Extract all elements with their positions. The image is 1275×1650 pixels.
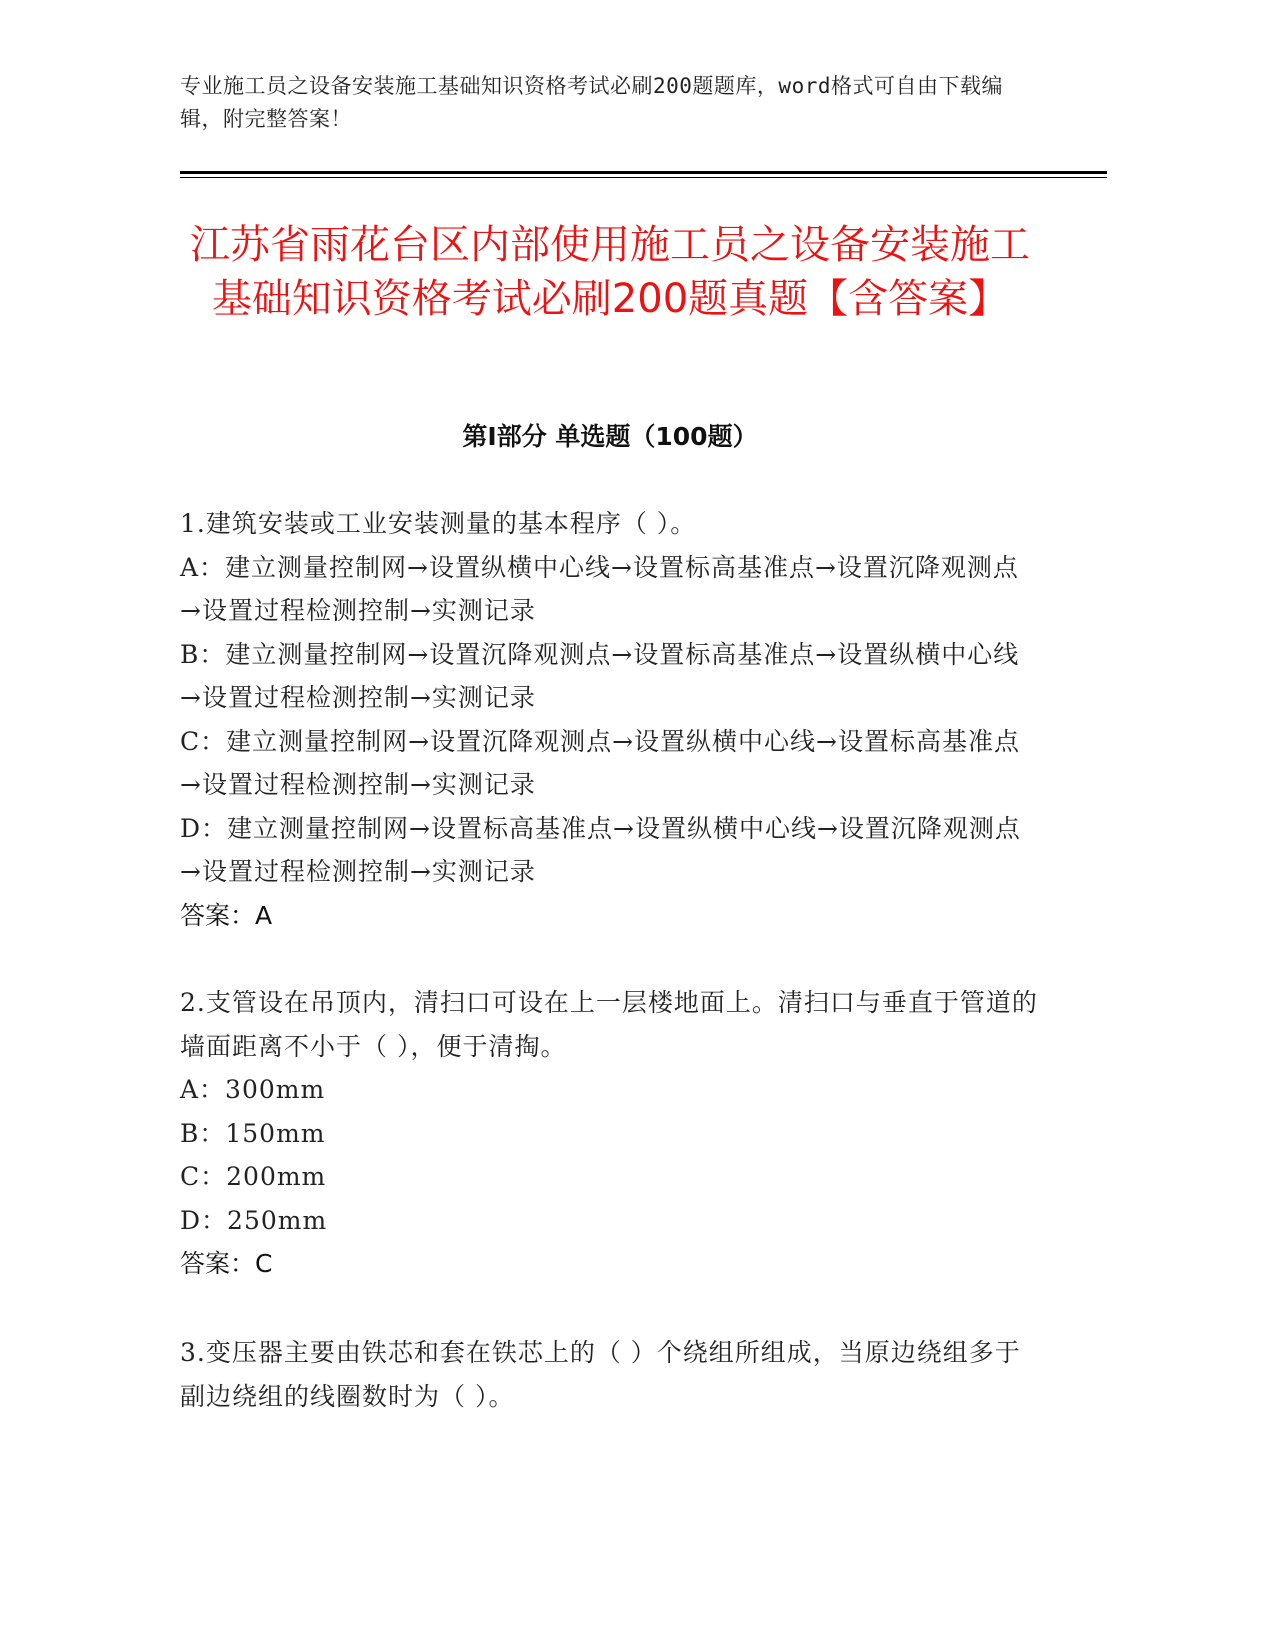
- option-d: D：建立测量控制网→设置标高基准点→设置纵横中心线→设置沉降观测点→设置过程检测控制→实测记录: [180, 813, 1021, 886]
- question-stem: 1.建筑安装或工业安装测量的基本程序（ ）。: [180, 509, 697, 538]
- header-rule-thick: [180, 171, 1107, 174]
- option-a: A：300mm: [180, 1075, 326, 1104]
- option-b: B：建立测量控制网→设置沉降观测点→设置标高基准点→设置纵横中心线→设置过程检测控制→实测记录: [180, 639, 1020, 712]
- question-stem: 2.支管设在吊顶内，清扫口可设在上一层楼地面上。清扫口与垂直于管道的墙面距离不小于（ ），便于清掏。: [180, 988, 1038, 1061]
- answer-label: 答案：A: [180, 900, 273, 930]
- intro-text: 专业施工员之设备安装施工基础知识资格考试必刷200题题库，word格式可自由下载编辑，附完整答案！: [180, 74, 1003, 131]
- document-title: 江苏省雨花台区内部使用施工员之设备安装施工基础知识资格考试必刷200题真题【含答案】: [190, 222, 1030, 322]
- header-rule-thin: [180, 177, 1107, 178]
- option-b: B：150mm: [180, 1118, 326, 1148]
- question-3: [180, 1331, 1040, 1418]
- option-d: D：250mm: [180, 1205, 328, 1235]
- answer-label: 答案：C: [180, 1249, 273, 1278]
- option-c: C：建立测量控制网→设置沉降观测点→设置纵横中心线→设置标高基准点→设置过程检测控制→实测记录: [180, 726, 1020, 799]
- question-1: [180, 502, 1040, 937]
- question-2: [180, 981, 1040, 1286]
- option-a: A：建立测量控制网→设置纵横中心线→设置标高基准点→设置沉降观测点→设置过程检测控制→实测记录: [180, 552, 1019, 625]
- option-c: C：200mm: [180, 1162, 327, 1191]
- question-stem: 3.变压器主要由铁芯和套在铁芯上的（ ）个绕组所组成，当原边绕组多于副边绕组的线圈数时为（ ）。: [180, 1338, 1021, 1411]
- section-heading: 第I部分 单选题（100题）: [462, 422, 758, 451]
